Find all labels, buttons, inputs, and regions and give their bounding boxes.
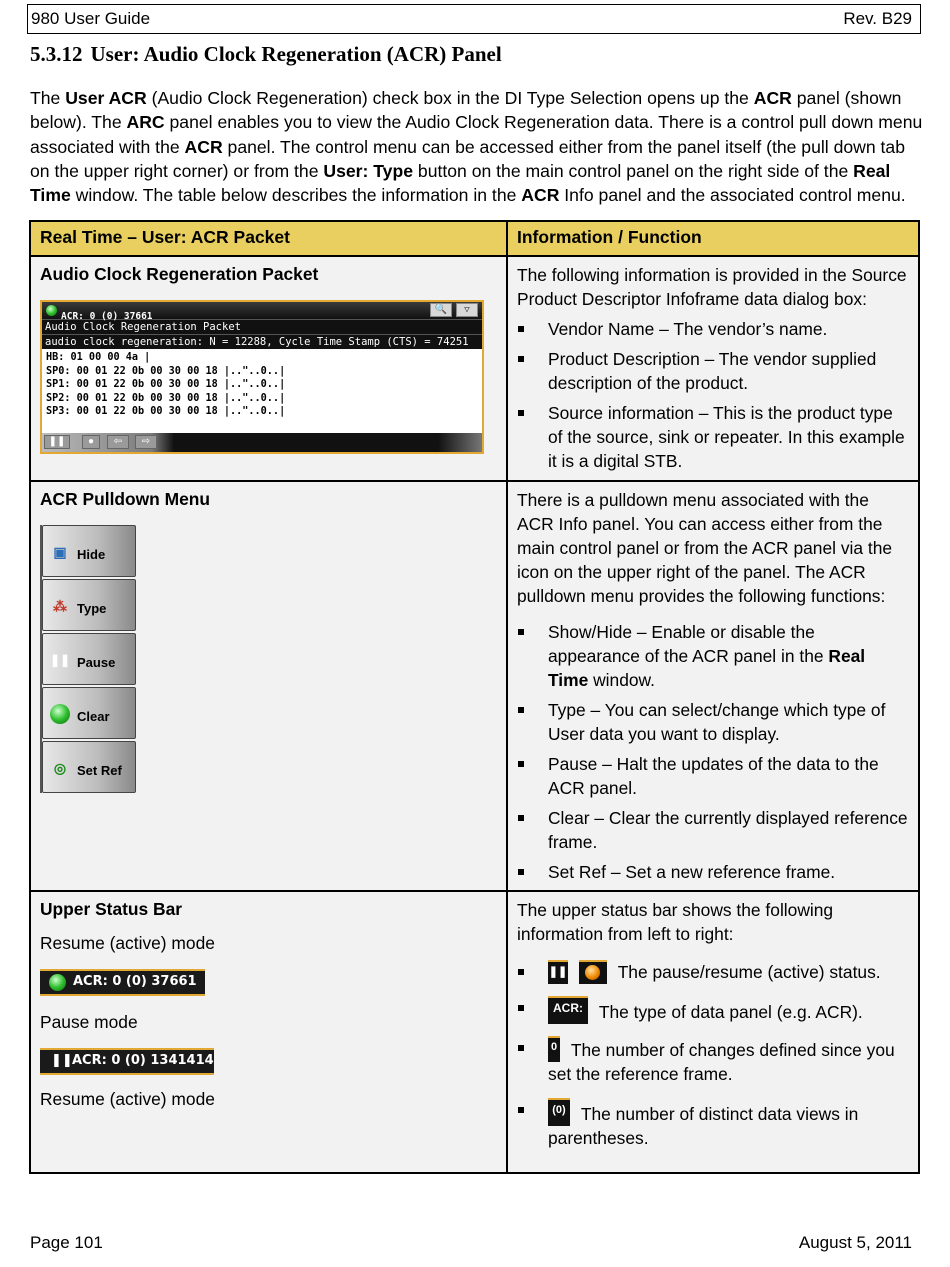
list-item xyxy=(517,620,909,692)
acr-panel-titlebar xyxy=(42,302,482,322)
forward-arrow-icon[interactable]: ⇨ xyxy=(135,435,157,449)
row1-list xyxy=(517,317,909,473)
menu-item-label: Hide xyxy=(77,547,106,562)
row1-right-cell xyxy=(507,256,919,481)
row1-title: Audio Clock Regeneration Packet xyxy=(40,264,319,284)
list-item-text: The number of distinct data views in parentheses. xyxy=(548,1104,859,1148)
row3-intro: The upper status bar shows the following information from left to right: xyxy=(517,900,834,944)
table-row xyxy=(30,256,919,481)
set-ref-icon: ◎ xyxy=(53,760,67,776)
intro-text: (Audio Clock Regeneration) check box in the DI Type Selection opens up the xyxy=(146,88,754,108)
section-title: User: Audio Clock Regeneration (ACR) Panel xyxy=(90,42,502,66)
intro-bold: ARC xyxy=(126,112,165,133)
status-led-icon xyxy=(46,305,57,316)
acr-panel-heading: Audio Clock Regeneration Packet xyxy=(42,319,482,334)
hide-icon: ▣ xyxy=(53,544,67,560)
intro-paragraph xyxy=(30,86,925,207)
row3-list xyxy=(517,960,909,1150)
list-item: Product Description – The vendor supplied description of the product. xyxy=(517,347,909,395)
list-item: Source information – This is the product type of the source, sink or repeater. In this example it is a digital STB. xyxy=(517,401,909,473)
resume-mode-label: Resume (active) mode xyxy=(40,1089,215,1109)
back-arrow-icon[interactable]: ⇦ xyxy=(107,435,129,449)
intro-text: window. The table below describes the information in the xyxy=(70,185,522,206)
acr-panel-toolbar xyxy=(42,433,482,452)
pause-icon: ❚❚ xyxy=(50,653,71,667)
zoom-icon[interactable]: 🔍 xyxy=(430,303,452,317)
page-header xyxy=(27,4,921,34)
menu-item-clear[interactable] xyxy=(42,687,136,739)
row2-right-cell xyxy=(507,481,919,891)
footer-date: August 5, 2011 xyxy=(798,1233,912,1252)
pause-icon: ❚❚ xyxy=(51,1053,73,1068)
intro-bold: User: Type xyxy=(323,160,414,181)
list-item-text: The pause/resume (active) status. xyxy=(617,962,881,982)
menu-item-type[interactable] xyxy=(42,579,136,631)
acr-type-icon: ACR: xyxy=(548,996,588,1024)
list-item: Type – You can select/change which type of User data you want to display. xyxy=(517,698,909,746)
row3-right-cell xyxy=(507,891,919,1173)
acr-panel-title: ACR: 0 (0) 37661 xyxy=(61,311,153,322)
intro-text: panel (shown below). The xyxy=(30,88,902,133)
list-item: Set Ref – Set a new reference frame. xyxy=(517,860,909,884)
table-row xyxy=(30,481,919,891)
row1-intro: The following information is provided in the Source Product Descriptor Infoframe data dialog box: xyxy=(517,265,907,309)
list-item xyxy=(517,960,909,984)
row1-left-cell xyxy=(30,256,507,481)
list-item xyxy=(517,996,909,1024)
intro-bold: Real Time xyxy=(30,160,891,206)
status-bar-text: ACR: 0 (0) 1341414 xyxy=(72,1053,214,1068)
pause-icon: ❚❚ xyxy=(548,960,568,984)
intro-bold: ACR xyxy=(753,88,792,108)
list-item-text: window. xyxy=(588,670,655,690)
table-row xyxy=(30,891,919,1173)
row3-left-cell xyxy=(30,891,507,1173)
intro-text: Info panel and the associated control menu. xyxy=(559,185,906,206)
intro-bold: ACR xyxy=(184,136,223,157)
page-footer xyxy=(30,1233,912,1253)
dropdown-tab-icon[interactable]: ▽ xyxy=(456,303,478,317)
intro-bold: ACR xyxy=(521,185,560,206)
menu-item-hide[interactable] xyxy=(42,525,136,577)
pause-icon[interactable]: ❚❚ xyxy=(44,435,70,449)
list-item: Clear – Clear the currently displayed reference frame. xyxy=(517,806,909,854)
menu-item-pause[interactable] xyxy=(42,633,136,685)
list-item-text: The number of changes defined since you set the reference frame. xyxy=(548,1040,895,1084)
menu-item-label: Clear xyxy=(77,709,110,724)
intro-text: button on the main control panel on the right side of the xyxy=(413,160,854,181)
row2-list xyxy=(517,620,909,884)
acr-panel-screenshot xyxy=(40,300,484,454)
menu-item-label: Pause xyxy=(77,655,116,670)
intro-bold: User ACR xyxy=(65,88,147,108)
clear-icon xyxy=(50,704,70,724)
list-item-bold: Real Time xyxy=(548,646,866,690)
header-doc-title: 980 User Guide xyxy=(31,9,151,28)
col1-header: Real Time – User: ACR Packet xyxy=(30,221,507,256)
intro-text: panel. The control menu can be accessed either from the panel itself (the pull down tab on the upper right corner) or from the xyxy=(30,136,905,181)
resume-mode-label: Resume (active) mode xyxy=(40,933,215,953)
acr-pulldown-menu xyxy=(40,525,136,793)
section-number: 5.3.12 xyxy=(30,42,83,66)
menu-item-set-ref[interactable] xyxy=(42,741,136,793)
section-heading xyxy=(30,42,502,67)
footer-page-number: Page 101 xyxy=(30,1233,103,1252)
list-item xyxy=(517,1098,909,1150)
row2-left-cell xyxy=(30,481,507,891)
status-bar-pause xyxy=(40,1048,214,1075)
table-header-row xyxy=(30,221,919,256)
acr-panel-summary: audio clock regeneration: N = 12288, Cycle Time Stamp (CTS) = 74251 xyxy=(42,334,482,349)
status-bar-text: ACR: 0 (0) 37661 xyxy=(73,974,197,989)
menu-item-label: Set Ref xyxy=(77,763,122,778)
menu-item-label: Type xyxy=(77,601,107,616)
view-count-icon: (0) xyxy=(548,1098,570,1126)
row2-title: ACR Pulldown Menu xyxy=(40,489,211,509)
col2-header: Information / Function xyxy=(507,221,919,256)
list-item: Pause – Halt the updates of the data to the ACR panel. xyxy=(517,752,909,800)
row2-intro: There is a pulldown menu associated with the ACR Info panel. You can access either from the main control panel or from the ACR panel via the icon on the upper right of the panel. The ACR pulldown menu provides the following functions: xyxy=(517,490,893,606)
acr-info-table xyxy=(29,220,920,1174)
acr-packet-hex-dump: HB: 01 00 00 4a | SP0: 00 01 22 0b 00 30 00 18 |.."..0..| SP1: 00 01 22 0b 00 30 00 18 |.."..0..| SP2: 00 01 22 0b 00 30 00 18 |.."..0..| SP3: 00 01 22 0b 00 30 00 18 |.."..0..| xyxy=(46,352,286,417)
status-led-icon xyxy=(49,974,66,991)
list-item-text: Show/Hide – Enable or disable the appearance of the ACR panel in the xyxy=(548,622,829,666)
change-count-icon: 0 xyxy=(548,1036,560,1062)
resume-icon xyxy=(579,960,607,984)
list-item-text: The type of data panel (e.g. ACR). xyxy=(598,1002,863,1022)
type-icon: ⁂ xyxy=(53,598,67,614)
intro-text: The xyxy=(30,88,66,108)
record-icon[interactable]: ● xyxy=(82,435,100,449)
list-item: Vendor Name – The vendor’s name. xyxy=(517,317,909,341)
status-bar-resume xyxy=(40,969,205,996)
header-revision: Rev. B29 xyxy=(843,9,912,28)
pause-mode-label: Pause mode xyxy=(40,1012,138,1032)
intro-text: panel enables you to view the Audio Clock Regeneration data. There is a control pull down menu associated with the xyxy=(30,112,923,157)
row3-title: Upper Status Bar xyxy=(40,899,183,919)
list-item xyxy=(517,1036,909,1086)
